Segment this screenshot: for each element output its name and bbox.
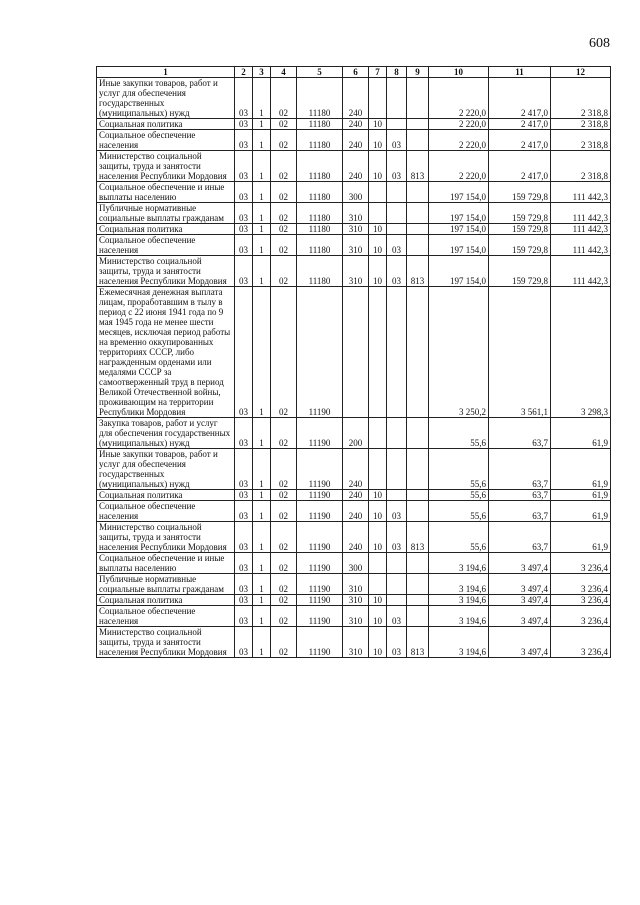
subsection-cell: [387, 78, 407, 119]
subsection-cell: 03: [387, 130, 407, 151]
row-name-cell: Министерство социальной защиты, труда и занятости населения Республики Мордовия: [97, 256, 235, 287]
column-header: 9: [407, 67, 429, 78]
amount-cell: 197 154,0: [429, 224, 489, 235]
amount-cell: 3 250,2: [429, 287, 489, 418]
amount-cell: 2 220,0: [429, 119, 489, 130]
amount-cell: 61,9: [551, 501, 611, 522]
table-row: [97, 287, 611, 418]
expense-type-cell: 310: [343, 224, 369, 235]
ministry-code-cell: [407, 287, 429, 418]
code-cell: 02: [271, 119, 297, 130]
code-cell: 02: [271, 501, 297, 522]
code-cell: 02: [271, 595, 297, 606]
subsection-cell: 03: [387, 256, 407, 287]
amount-cell: 111 442,3: [551, 235, 611, 256]
target-article-cell: 11190: [297, 287, 343, 418]
code-cell: 02: [271, 224, 297, 235]
code-cell: 03: [235, 595, 253, 606]
amount-cell: 3 497,4: [489, 627, 551, 658]
code-cell: 03: [235, 606, 253, 627]
code-cell: 1: [253, 553, 271, 574]
amount-cell: 3 236,4: [551, 606, 611, 627]
amount-cell: 2 417,0: [489, 130, 551, 151]
code-cell: 1: [253, 78, 271, 119]
amount-cell: 3 298,3: [551, 287, 611, 418]
target-article-cell: 11190: [297, 522, 343, 553]
expense-type-cell: 240: [343, 522, 369, 553]
amount-cell: 61,9: [551, 418, 611, 449]
target-article-cell: 11180: [297, 235, 343, 256]
expense-type-cell: 310: [343, 574, 369, 595]
amount-cell: 111 442,3: [551, 182, 611, 203]
section-cell: 10: [369, 151, 387, 182]
table-row: [97, 151, 611, 182]
ministry-code-cell: 813: [407, 522, 429, 553]
amount-cell: 3 497,4: [489, 574, 551, 595]
subsection-cell: 03: [387, 627, 407, 658]
table-row: [97, 522, 611, 553]
expense-type-cell: [343, 287, 369, 418]
amount-cell: 159 729,8: [489, 224, 551, 235]
section-cell: [369, 78, 387, 119]
table-row: [97, 130, 611, 151]
target-article-cell: 11190: [297, 553, 343, 574]
row-name-cell: Закупка товаров, работ и услуг для обеспечения государственных (муниципальных) нужд: [97, 418, 235, 449]
ministry-code-cell: [407, 490, 429, 501]
code-cell: 03: [235, 78, 253, 119]
ministry-code-cell: [407, 78, 429, 119]
table-row: [97, 235, 611, 256]
target-article-cell: 11190: [297, 574, 343, 595]
target-article-cell: 11180: [297, 182, 343, 203]
expense-type-cell: 300: [343, 182, 369, 203]
code-cell: 03: [235, 522, 253, 553]
code-cell: 03: [235, 182, 253, 203]
code-cell: 03: [235, 574, 253, 595]
section-cell: 10: [369, 224, 387, 235]
amount-cell: 3 236,4: [551, 627, 611, 658]
target-article-cell: 11190: [297, 606, 343, 627]
subsection-cell: [387, 224, 407, 235]
expense-type-cell: 300: [343, 553, 369, 574]
target-article-cell: 11190: [297, 595, 343, 606]
code-cell: 02: [271, 151, 297, 182]
amount-cell: 2 417,0: [489, 78, 551, 119]
section-cell: [369, 182, 387, 203]
table-row: [97, 119, 611, 130]
amount-cell: 55,6: [429, 490, 489, 501]
code-cell: 02: [271, 606, 297, 627]
section-cell: [369, 449, 387, 490]
row-name-cell: Социальная политика: [97, 224, 235, 235]
amount-cell: 2 318,8: [551, 78, 611, 119]
ministry-code-cell: 813: [407, 627, 429, 658]
section-cell: [369, 203, 387, 224]
code-cell: 02: [271, 256, 297, 287]
code-cell: 02: [271, 78, 297, 119]
table-row: [97, 78, 611, 119]
subsection-cell: [387, 203, 407, 224]
subsection-cell: 03: [387, 235, 407, 256]
table-row: [97, 418, 611, 449]
code-cell: 02: [271, 627, 297, 658]
amount-cell: 3 236,4: [551, 574, 611, 595]
amount-cell: 3 194,6: [429, 574, 489, 595]
column-header: 2: [235, 67, 253, 78]
target-article-cell: 11180: [297, 130, 343, 151]
amount-cell: 3 236,4: [551, 553, 611, 574]
ministry-code-cell: [407, 606, 429, 627]
row-name-cell: Социальная политика: [97, 490, 235, 501]
expense-type-cell: 310: [343, 595, 369, 606]
amount-cell: 2 318,8: [551, 151, 611, 182]
code-cell: 02: [271, 203, 297, 224]
column-header: 10: [429, 67, 489, 78]
section-cell: 10: [369, 235, 387, 256]
expense-type-cell: 310: [343, 627, 369, 658]
expense-type-cell: 240: [343, 501, 369, 522]
code-cell: 03: [235, 490, 253, 501]
row-name-cell: Ежемесячная денежная выплата лицам, проработавшим в тылу в период с 22 июня 1941 года по 9 мая 1945 года не менее шести месяцев, исключая период работы на временно оккупированных территориях СССР, либо награжденным орденами или медалями СССР за самоотверженный труд в период Великой Отечественной войны, проживающим на территории Республики Мордовия: [97, 287, 235, 418]
target-article-cell: 11180: [297, 151, 343, 182]
code-cell: 1: [253, 119, 271, 130]
column-header: 12: [551, 67, 611, 78]
row-name-cell: Социальная политика: [97, 119, 235, 130]
code-cell: 1: [253, 151, 271, 182]
ministry-code-cell: [407, 449, 429, 490]
code-cell: 1: [253, 501, 271, 522]
row-name-cell: Публичные нормативные социальные выплаты гражданам: [97, 574, 235, 595]
target-article-cell: 11180: [297, 78, 343, 119]
amount-cell: 111 442,3: [551, 224, 611, 235]
section-cell: 10: [369, 627, 387, 658]
code-cell: 1: [253, 224, 271, 235]
ministry-code-cell: [407, 418, 429, 449]
code-cell: 1: [253, 522, 271, 553]
subsection-cell: [387, 574, 407, 595]
page-number: 608: [589, 36, 610, 51]
code-cell: 03: [235, 553, 253, 574]
code-cell: 03: [235, 256, 253, 287]
expense-type-cell: 240: [343, 151, 369, 182]
column-header: 7: [369, 67, 387, 78]
amount-cell: 197 154,0: [429, 203, 489, 224]
section-cell: 10: [369, 119, 387, 130]
amount-cell: 63,7: [489, 449, 551, 490]
amount-cell: 159 729,8: [489, 256, 551, 287]
code-cell: 02: [271, 574, 297, 595]
table-row: [97, 595, 611, 606]
target-article-cell: 11180: [297, 224, 343, 235]
amount-cell: 63,7: [489, 501, 551, 522]
amount-cell: 61,9: [551, 449, 611, 490]
amount-cell: 111 442,3: [551, 256, 611, 287]
code-cell: 02: [271, 182, 297, 203]
amount-cell: 61,9: [551, 490, 611, 501]
code-cell: 02: [271, 130, 297, 151]
amount-cell: 2 220,0: [429, 78, 489, 119]
expense-type-cell: 240: [343, 130, 369, 151]
amount-cell: 111 442,3: [551, 203, 611, 224]
code-cell: 1: [253, 130, 271, 151]
ministry-code-cell: 813: [407, 256, 429, 287]
subsection-cell: [387, 418, 407, 449]
amount-cell: 3 194,6: [429, 595, 489, 606]
amount-cell: 63,7: [489, 418, 551, 449]
target-article-cell: 11190: [297, 501, 343, 522]
target-article-cell: 11180: [297, 119, 343, 130]
code-cell: 1: [253, 627, 271, 658]
table-row: [97, 203, 611, 224]
row-name-cell: Министерство социальной защиты, труда и занятости населения Республики Мордовия: [97, 522, 235, 553]
amount-cell: 55,6: [429, 449, 489, 490]
target-article-cell: 11180: [297, 256, 343, 287]
row-name-cell: Публичные нормативные социальные выплаты гражданам: [97, 203, 235, 224]
amount-cell: 3 194,6: [429, 606, 489, 627]
target-article-cell: 11180: [297, 203, 343, 224]
row-name-cell: Иные закупки товаров, работ и услуг для обеспечения государственных (муниципальных) нужд: [97, 449, 235, 490]
section-cell: [369, 574, 387, 595]
section-cell: 10: [369, 606, 387, 627]
expense-type-cell: 310: [343, 235, 369, 256]
code-cell: 1: [253, 287, 271, 418]
section-cell: 10: [369, 256, 387, 287]
amount-cell: 61,9: [551, 522, 611, 553]
ministry-code-cell: [407, 224, 429, 235]
subsection-cell: 03: [387, 501, 407, 522]
ministry-code-cell: [407, 553, 429, 574]
target-article-cell: 11190: [297, 627, 343, 658]
code-cell: 1: [253, 418, 271, 449]
ministry-code-cell: [407, 119, 429, 130]
section-cell: [369, 553, 387, 574]
table-row: [97, 256, 611, 287]
ministry-code-cell: [407, 182, 429, 203]
code-cell: 1: [253, 574, 271, 595]
expense-type-cell: 200: [343, 418, 369, 449]
subsection-cell: [387, 182, 407, 203]
amount-cell: 55,6: [429, 418, 489, 449]
column-header: 4: [271, 67, 297, 78]
amount-cell: 159 729,8: [489, 203, 551, 224]
subsection-cell: [387, 595, 407, 606]
amount-cell: 3 194,6: [429, 627, 489, 658]
amount-cell: 63,7: [489, 490, 551, 501]
expense-type-cell: 310: [343, 256, 369, 287]
column-header: 1: [97, 67, 235, 78]
row-name-cell: Социальное обеспечение населения: [97, 235, 235, 256]
code-cell: 03: [235, 119, 253, 130]
row-name-cell: Иные закупки товаров, работ и услуг для обеспечения государственных (муниципальных) нужд: [97, 78, 235, 119]
amount-cell: 3 497,4: [489, 606, 551, 627]
expense-type-cell: 310: [343, 203, 369, 224]
amount-cell: 197 154,0: [429, 256, 489, 287]
amount-cell: 55,6: [429, 522, 489, 553]
code-cell: 1: [253, 203, 271, 224]
row-name-cell: Министерство социальной защиты, труда и занятости населения Республики Мордовия: [97, 627, 235, 658]
code-cell: 02: [271, 553, 297, 574]
amount-cell: 3 236,4: [551, 595, 611, 606]
code-cell: 02: [271, 449, 297, 490]
code-cell: 03: [235, 418, 253, 449]
row-name-cell: Социальное обеспечение населения: [97, 130, 235, 151]
subsection-cell: 03: [387, 151, 407, 182]
section-cell: [369, 287, 387, 418]
code-cell: 03: [235, 235, 253, 256]
ministry-code-cell: [407, 203, 429, 224]
ministry-code-cell: 813: [407, 151, 429, 182]
section-cell: 10: [369, 130, 387, 151]
target-article-cell: 11190: [297, 418, 343, 449]
ministry-code-cell: [407, 235, 429, 256]
section-cell: 10: [369, 490, 387, 501]
section-cell: 10: [369, 595, 387, 606]
amount-cell: 3 561,1: [489, 287, 551, 418]
code-cell: 02: [271, 287, 297, 418]
table-row: [97, 501, 611, 522]
amount-cell: 3 194,6: [429, 553, 489, 574]
code-cell: 1: [253, 182, 271, 203]
code-cell: 1: [253, 256, 271, 287]
code-cell: 03: [235, 130, 253, 151]
row-name-cell: Социальная политика: [97, 595, 235, 606]
amount-cell: 2 318,8: [551, 119, 611, 130]
amount-cell: 197 154,0: [429, 182, 489, 203]
code-cell: 03: [235, 627, 253, 658]
expense-type-cell: 240: [343, 78, 369, 119]
target-article-cell: 11190: [297, 490, 343, 501]
amount-cell: 2 417,0: [489, 119, 551, 130]
column-header: 3: [253, 67, 271, 78]
column-header: 11: [489, 67, 551, 78]
code-cell: 03: [235, 449, 253, 490]
column-header: 5: [297, 67, 343, 78]
row-name-cell: Министерство социальной защиты, труда и занятости населения Республики Мордовия: [97, 151, 235, 182]
amount-cell: 197 154,0: [429, 235, 489, 256]
code-cell: 03: [235, 224, 253, 235]
expense-type-cell: 240: [343, 490, 369, 501]
amount-cell: 3 497,4: [489, 553, 551, 574]
section-cell: 10: [369, 501, 387, 522]
table-row: [97, 627, 611, 658]
code-cell: 02: [271, 418, 297, 449]
subsection-cell: [387, 449, 407, 490]
row-name-cell: Социальное обеспечение населения: [97, 606, 235, 627]
table-row: [97, 553, 611, 574]
code-cell: 02: [271, 235, 297, 256]
subsection-cell: [387, 119, 407, 130]
amount-cell: 63,7: [489, 522, 551, 553]
amount-cell: 159 729,8: [489, 182, 551, 203]
table-row: [97, 574, 611, 595]
row-name-cell: Социальное обеспечение и иные выплаты населению: [97, 182, 235, 203]
subsection-cell: [387, 490, 407, 501]
code-cell: 02: [271, 522, 297, 553]
code-cell: 02: [271, 490, 297, 501]
ministry-code-cell: [407, 130, 429, 151]
column-header: 8: [387, 67, 407, 78]
table-row: [97, 449, 611, 490]
ministry-code-cell: [407, 574, 429, 595]
expense-type-cell: 240: [343, 119, 369, 130]
table-row: [97, 224, 611, 235]
amount-cell: 159 729,8: [489, 235, 551, 256]
expense-type-cell: 310: [343, 606, 369, 627]
amount-cell: 2 318,8: [551, 130, 611, 151]
code-cell: 03: [235, 203, 253, 224]
section-cell: 10: [369, 522, 387, 553]
row-name-cell: Социальное обеспечение и иные выплаты населению: [97, 553, 235, 574]
table-row: [97, 182, 611, 203]
subsection-cell: [387, 287, 407, 418]
row-name-cell: Социальное обеспечение населения: [97, 501, 235, 522]
table-row: [97, 490, 611, 501]
code-cell: 1: [253, 595, 271, 606]
code-cell: 03: [235, 151, 253, 182]
code-cell: 1: [253, 235, 271, 256]
header-row: [97, 67, 611, 78]
amount-cell: 2 220,0: [429, 151, 489, 182]
column-header: 6: [343, 67, 369, 78]
ministry-code-cell: [407, 595, 429, 606]
code-cell: 03: [235, 501, 253, 522]
code-cell: 1: [253, 449, 271, 490]
section-cell: [369, 418, 387, 449]
expense-type-cell: 240: [343, 449, 369, 490]
subsection-cell: [387, 553, 407, 574]
ministry-code-cell: [407, 501, 429, 522]
amount-cell: 2 417,0: [489, 151, 551, 182]
code-cell: 03: [235, 287, 253, 418]
target-article-cell: 11190: [297, 449, 343, 490]
budget-table: [96, 66, 611, 658]
table-row: [97, 606, 611, 627]
amount-cell: 3 497,4: [489, 595, 551, 606]
subsection-cell: 03: [387, 606, 407, 627]
code-cell: 1: [253, 606, 271, 627]
amount-cell: 2 220,0: [429, 130, 489, 151]
code-cell: 1: [253, 490, 271, 501]
subsection-cell: 03: [387, 522, 407, 553]
amount-cell: 55,6: [429, 501, 489, 522]
